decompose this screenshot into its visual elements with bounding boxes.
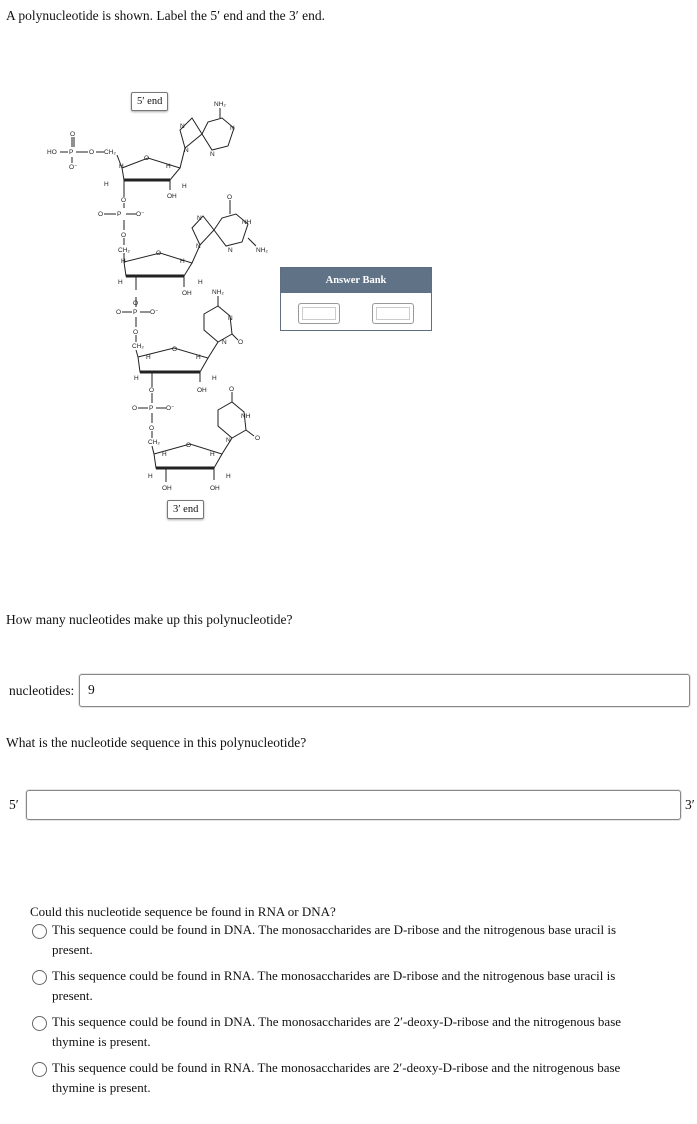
- option-text-2[interactable]: This sequence could be found in RNA. The monosaccharides are D-ribose and the nitrogenous base uracil is present.: [52, 968, 616, 1003]
- option-radio-4[interactable]: [32, 1062, 47, 1077]
- svg-text:H: H: [196, 354, 201, 361]
- svg-text:O: O: [172, 346, 178, 353]
- five-end-label[interactable]: 5′ end: [131, 92, 168, 111]
- option-text-4[interactable]: This sequence could be found in RNA. The monosaccharides are 2′-deoxy-D-ribose and the nitrogenous base thymine is present.: [52, 1060, 621, 1095]
- svg-text:NH: NH: [241, 413, 251, 420]
- svg-text:O: O: [227, 194, 233, 201]
- svg-text:N: N: [228, 315, 233, 322]
- svg-text:O: O: [70, 131, 76, 138]
- svg-text:O: O: [132, 405, 138, 412]
- question-nucleotide-count: How many nucleotides make up this polynucleotide?: [6, 612, 293, 627]
- svg-text:O: O: [144, 155, 150, 162]
- svg-text:O: O: [116, 309, 122, 316]
- svg-text:H: H: [212, 375, 217, 382]
- svg-text:O: O: [98, 211, 104, 218]
- svg-text:N: N: [180, 123, 185, 130]
- svg-text:O: O: [133, 300, 139, 307]
- svg-text:HO: HO: [47, 149, 57, 156]
- svg-text:NH₂: NH₂: [256, 247, 268, 254]
- svg-text:O: O: [149, 387, 155, 394]
- sequence-input[interactable]: [26, 790, 681, 820]
- svg-text:CH₂: CH₂: [132, 343, 144, 350]
- svg-text:N: N: [196, 243, 201, 250]
- option-radio-1[interactable]: [32, 924, 47, 939]
- nucleotides-label: nucleotides:: [9, 683, 75, 698]
- svg-text:O: O: [133, 329, 139, 336]
- svg-text:H: H: [104, 181, 109, 188]
- svg-text:H: H: [226, 473, 231, 480]
- svg-text:OH: OH: [182, 290, 192, 297]
- svg-text:N: N: [210, 151, 215, 158]
- question-sequence: What is the nucleotide sequence in this polynucleotide?: [6, 735, 307, 750]
- svg-text:H: H: [180, 258, 185, 265]
- svg-text:O: O: [238, 339, 244, 346]
- svg-text:O: O: [255, 435, 261, 442]
- svg-text:P: P: [149, 405, 154, 412]
- svg-text:NH: NH: [242, 219, 252, 226]
- svg-text:O: O: [89, 149, 95, 156]
- svg-text:O: O: [186, 442, 192, 449]
- nucleotides-value: 9: [88, 682, 95, 697]
- svg-text:H: H: [148, 473, 153, 480]
- svg-text:NH₂: NH₂: [212, 289, 224, 296]
- svg-text:H: H: [146, 354, 151, 361]
- svg-text:O⁻: O⁻: [150, 309, 159, 316]
- svg-text:CH₂: CH₂: [104, 149, 116, 156]
- svg-text:P: P: [133, 309, 138, 316]
- svg-text:N: N: [222, 339, 227, 346]
- svg-text:N: N: [228, 247, 233, 254]
- svg-text:O⁻: O⁻: [136, 211, 145, 218]
- nucleotides-input[interactable]: [79, 674, 690, 707]
- svg-text:NH₂: NH₂: [214, 101, 226, 108]
- svg-text:O: O: [121, 197, 127, 204]
- three-end-label[interactable]: 3′ end: [167, 500, 204, 519]
- svg-text:H: H: [121, 258, 126, 265]
- sequence-start-label: 5′: [9, 797, 19, 812]
- option-text-3[interactable]: This sequence could be found in DNA. The monosaccharides are 2′-deoxy-D-ribose and the nitrogenous base thymine is present.: [52, 1014, 622, 1049]
- svg-text:P: P: [117, 211, 122, 218]
- svg-text:N: N: [226, 437, 231, 444]
- answer-bank-title: Answer Bank: [281, 268, 431, 293]
- svg-text:H: H: [118, 279, 123, 286]
- svg-text:H: H: [198, 279, 203, 286]
- svg-text:O⁻: O⁻: [69, 164, 78, 171]
- answer-bank-slot-1[interactable]: [298, 303, 340, 324]
- option-text-1[interactable]: This sequence could be found in DNA. The monosaccharides are D-ribose and the nitrogenous base uracil is present.: [52, 922, 617, 957]
- svg-text:H: H: [210, 451, 215, 458]
- svg-text:N: N: [197, 215, 202, 222]
- svg-text:P: P: [69, 149, 74, 156]
- svg-text:H: H: [134, 375, 139, 382]
- question-rna-or-dna: Could this nucleotide sequence be found in RNA or DNA?: [30, 904, 336, 919]
- svg-text:H: H: [119, 163, 124, 170]
- svg-text:O: O: [229, 386, 235, 393]
- svg-text:O: O: [121, 232, 127, 239]
- svg-text:CH₂: CH₂: [148, 439, 160, 446]
- svg-text:OH: OH: [167, 193, 177, 200]
- svg-text:OH: OH: [210, 485, 220, 492]
- option-radio-2[interactable]: [32, 970, 47, 985]
- sequence-end-label: 3′: [685, 797, 695, 812]
- svg-text:N: N: [184, 147, 189, 154]
- svg-text:H: H: [182, 183, 187, 190]
- svg-text:OH: OH: [197, 387, 207, 394]
- svg-text:CH₂: CH₂: [118, 247, 130, 254]
- svg-text:OH: OH: [162, 485, 172, 492]
- answer-bank-slot-2[interactable]: [372, 303, 414, 324]
- svg-text:H: H: [166, 163, 171, 170]
- svg-text:O⁻: O⁻: [166, 405, 175, 412]
- answer-bank: [280, 267, 432, 331]
- svg-text:N: N: [230, 125, 235, 132]
- question-label-ends: A polynucleotide is shown. Label the 5′ end and the 3′ end.: [6, 8, 325, 23]
- svg-text:O: O: [149, 425, 155, 432]
- svg-text:H: H: [162, 451, 167, 458]
- svg-text:O: O: [156, 250, 162, 257]
- option-radio-3[interactable]: [32, 1016, 47, 1031]
